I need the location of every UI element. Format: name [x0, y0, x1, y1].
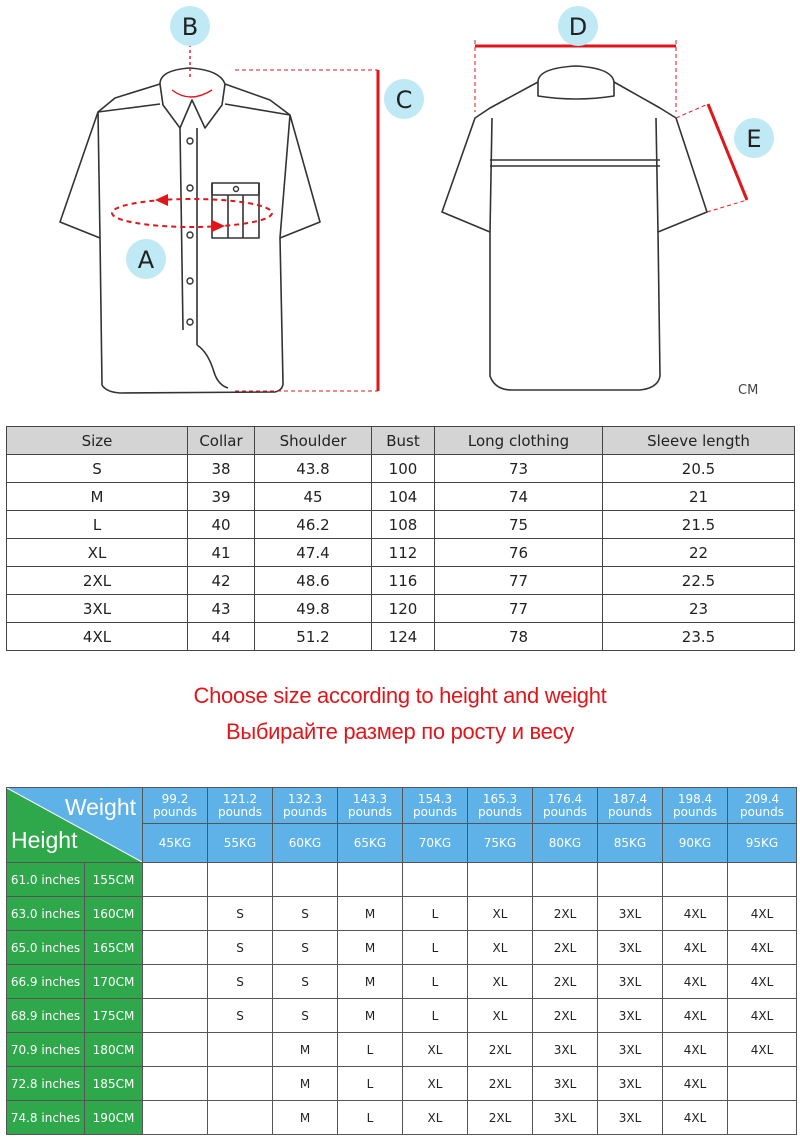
pounds-unit: pounds — [607, 804, 653, 819]
size-cell: XL — [468, 897, 533, 931]
header-collar: Collar — [188, 427, 255, 455]
size-cell: 4XL — [663, 897, 728, 931]
table-cell: 21.5 — [603, 511, 795, 539]
size-cell: 3XL — [533, 1033, 598, 1067]
size-cell: M — [273, 1067, 338, 1101]
label-bubble-d — [558, 6, 598, 46]
table-row — [7, 483, 795, 511]
table-row — [7, 999, 797, 1033]
shirt-back-illustration — [442, 66, 707, 390]
table-cell: 116 — [372, 567, 435, 595]
heading-russian: Выбирайте размер по росту и весу — [226, 719, 574, 744]
size-cell: S — [208, 897, 273, 931]
table-cell: 23 — [603, 595, 795, 623]
table-cell: 21 — [603, 483, 795, 511]
height-cm-cell: 190CM — [85, 1101, 143, 1135]
table-cell: L — [7, 511, 188, 539]
height-inches-cell: 63.0 inches — [7, 897, 85, 931]
pounds-value: 198.4 — [677, 791, 713, 806]
size-cell: 3XL — [598, 999, 663, 1033]
size-cell: L — [403, 999, 468, 1033]
shirt-measurement-diagram — [0, 0, 800, 410]
table-cell: 49.8 — [255, 595, 372, 623]
height-cm-cell: 185CM — [85, 1067, 143, 1101]
size-cell: 4XL — [728, 931, 797, 965]
size-cell: 3XL — [598, 897, 663, 931]
pounds-unit: pounds — [217, 804, 263, 819]
table-row — [7, 965, 797, 999]
height-inches-cell: 65.0 inches — [7, 931, 85, 965]
table-cell: 77 — [435, 567, 603, 595]
size-cell: 3XL — [598, 1101, 663, 1135]
table-cell: 22.5 — [603, 567, 795, 595]
size-cell: XL — [403, 1101, 468, 1135]
table-cell: 43 — [188, 595, 255, 623]
size-cell: 4XL — [663, 1033, 728, 1067]
heading-english: Choose size according to height and weight — [193, 683, 607, 708]
size-cell — [143, 897, 208, 931]
pounds-value: 154.3 — [417, 791, 453, 806]
table-cell: 23.5 — [603, 623, 795, 651]
pounds-unit: pounds — [152, 804, 198, 819]
table-row — [7, 511, 795, 539]
height-cm-cell: 170CM — [85, 965, 143, 999]
size-cell: L — [338, 1067, 403, 1101]
pounds-unit: pounds — [282, 804, 328, 819]
pounds-value: 165.3 — [482, 791, 518, 806]
table-row — [7, 863, 797, 897]
size-cell — [468, 863, 533, 897]
height-cm-cell: 165CM — [85, 931, 143, 965]
label-bubble-e — [734, 118, 774, 158]
size-cell: S — [208, 999, 273, 1033]
kg-header-cell: 45KG — [143, 824, 208, 863]
pounds-value: 143.3 — [352, 791, 388, 806]
pounds-unit: pounds — [477, 804, 523, 819]
height-label: Height — [11, 827, 78, 853]
kg-header-cell: 70KG — [403, 824, 468, 863]
size-cell — [143, 1101, 208, 1135]
size-cell: 2XL — [533, 999, 598, 1033]
kg-header-cell: 95KG — [728, 824, 797, 863]
size-cell: XL — [403, 1033, 468, 1067]
size-cell — [208, 1067, 273, 1101]
height-cm-cell: 155CM — [85, 863, 143, 897]
pounds-header-cell — [468, 788, 533, 824]
table-cell: 4XL — [7, 623, 188, 651]
pounds-value: 99.2 — [161, 791, 189, 806]
height-inches-cell: 61.0 inches — [7, 863, 85, 897]
pounds-value: 176.4 — [547, 791, 583, 806]
kg-header-cell: 80KG — [533, 824, 598, 863]
pounds-header-cell — [403, 788, 468, 824]
pounds-header-cell — [728, 788, 797, 824]
table-cell: 20.5 — [603, 455, 795, 483]
table-cell: 77 — [435, 595, 603, 623]
table-cell: 76 — [435, 539, 603, 567]
svg-text:D: D — [568, 13, 588, 41]
size-cell: 2XL — [533, 965, 598, 999]
pounds-header-cell — [273, 788, 338, 824]
size-cell — [728, 1101, 797, 1135]
size-cell: S — [208, 931, 273, 965]
size-cell: S — [273, 931, 338, 965]
size-cell: 3XL — [533, 1101, 598, 1135]
table-cell: 43.8 — [255, 455, 372, 483]
table-cell: 51.2 — [255, 623, 372, 651]
table-row — [7, 1067, 797, 1101]
size-cell: 2XL — [533, 931, 598, 965]
pounds-header-cell — [598, 788, 663, 824]
table-cell: 124 — [372, 623, 435, 651]
table-row — [7, 539, 795, 567]
height-inches-cell: 70.9 inches — [7, 1033, 85, 1067]
size-cell — [143, 931, 208, 965]
size-cell: L — [403, 897, 468, 931]
size-cell: 4XL — [663, 931, 728, 965]
height-weight-chart — [6, 787, 797, 1135]
table-row — [7, 931, 797, 965]
table-row — [7, 897, 797, 931]
header-shoulder: Shoulder — [255, 427, 372, 455]
table-cell: 41 — [188, 539, 255, 567]
pounds-unit: pounds — [672, 804, 718, 819]
size-cell: 4XL — [728, 965, 797, 999]
size-cell: 4XL — [728, 897, 797, 931]
table-cell: 38 — [188, 455, 255, 483]
size-cell: 2XL — [533, 897, 598, 931]
pounds-value: 121.2 — [222, 791, 258, 806]
svg-text:B: B — [181, 13, 199, 41]
size-cell: 4XL — [728, 1033, 797, 1067]
height-inches-cell: 66.9 inches — [7, 965, 85, 999]
table-cell: 104 — [372, 483, 435, 511]
size-cell: M — [338, 999, 403, 1033]
size-cell — [208, 1033, 273, 1067]
kg-header-cell: 60KG — [273, 824, 338, 863]
size-cell: 2XL — [468, 1033, 533, 1067]
size-cell — [728, 863, 797, 897]
table-cell: 120 — [372, 595, 435, 623]
kg-header-cell: 85KG — [598, 824, 663, 863]
table-cell: 2XL — [7, 567, 188, 595]
table-cell: 74 — [435, 483, 603, 511]
label-bubble-b — [170, 6, 210, 46]
size-cell: 4XL — [663, 1067, 728, 1101]
svg-text:A: A — [137, 246, 155, 274]
size-cell: 4XL — [663, 1101, 728, 1135]
pounds-unit: pounds — [739, 804, 785, 819]
table-cell: 44 — [188, 623, 255, 651]
size-cell: M — [338, 931, 403, 965]
kg-header-cell: 65KG — [338, 824, 403, 863]
size-cell: 4XL — [663, 999, 728, 1033]
table-row — [7, 623, 795, 651]
height-inches-cell: 74.8 inches — [7, 1101, 85, 1135]
table-cell: 73 — [435, 455, 603, 483]
size-cell: 4XL — [728, 999, 797, 1033]
size-measurement-table — [6, 426, 795, 651]
size-cell: 4XL — [663, 965, 728, 999]
size-cell: S — [208, 965, 273, 999]
table-cell: 45 — [255, 483, 372, 511]
pounds-header-row — [7, 788, 797, 824]
size-cell — [143, 999, 208, 1033]
label-bubble-c — [384, 79, 424, 119]
pounds-value: 132.3 — [287, 791, 323, 806]
table-row — [7, 1033, 797, 1067]
size-cell — [728, 1067, 797, 1101]
table-cell: 108 — [372, 511, 435, 539]
table-cell: 46.2 — [255, 511, 372, 539]
size-cell: M — [338, 897, 403, 931]
chart-corner-cell — [7, 788, 143, 863]
size-cell: XL — [468, 965, 533, 999]
size-cell: XL — [468, 931, 533, 965]
height-cm-cell: 175CM — [85, 999, 143, 1033]
size-cell: L — [338, 1101, 403, 1135]
pounds-value: 209.4 — [744, 791, 780, 806]
table-cell: 100 — [372, 455, 435, 483]
table-row — [7, 595, 795, 623]
height-inches-cell: 68.9 inches — [7, 999, 85, 1033]
table-cell: XL — [7, 539, 188, 567]
pounds-header-cell — [338, 788, 403, 824]
size-cell — [208, 863, 273, 897]
size-cell: 3XL — [598, 1067, 663, 1101]
pounds-value: 187.4 — [612, 791, 648, 806]
table-row — [7, 567, 795, 595]
size-cell — [143, 1033, 208, 1067]
table-cell: 42 — [188, 567, 255, 595]
pounds-header-cell — [663, 788, 728, 824]
header-size: Size — [7, 427, 188, 455]
svg-text:E: E — [746, 125, 762, 153]
size-cell: M — [273, 1101, 338, 1135]
size-cell: L — [403, 965, 468, 999]
table-cell: 22 — [603, 539, 795, 567]
table-cell: 39 — [188, 483, 255, 511]
table-cell: 75 — [435, 511, 603, 539]
table-row — [7, 1101, 797, 1135]
table-cell: 3XL — [7, 595, 188, 623]
size-cell: 2XL — [468, 1101, 533, 1135]
size-cell: S — [273, 965, 338, 999]
header-bust: Bust — [372, 427, 435, 455]
shirt-front-illustration — [60, 68, 320, 393]
size-cell — [533, 863, 598, 897]
table-cell: 78 — [435, 623, 603, 651]
sleeve-guide-top — [676, 104, 708, 118]
pounds-unit: pounds — [347, 804, 393, 819]
table-row — [7, 455, 795, 483]
unit-label: CM — [738, 383, 759, 398]
size-cell — [338, 863, 403, 897]
size-cell: 3XL — [598, 965, 663, 999]
size-cell — [208, 1101, 273, 1135]
svg-text:C: C — [395, 86, 413, 114]
size-cell — [663, 863, 728, 897]
size-cell — [143, 965, 208, 999]
size-cell — [273, 863, 338, 897]
size-cell: 2XL — [468, 1067, 533, 1101]
size-cell — [143, 1067, 208, 1101]
header-long-clothing: Long clothing — [435, 427, 603, 455]
size-cell: L — [403, 931, 468, 965]
sleeve-guide-bottom — [707, 200, 747, 212]
pounds-header-cell — [143, 788, 208, 824]
table-cell: S — [7, 455, 188, 483]
size-cell: XL — [403, 1067, 468, 1101]
size-cell: 3XL — [598, 931, 663, 965]
pounds-unit: pounds — [542, 804, 588, 819]
size-cell: 3XL — [598, 1033, 663, 1067]
size-table-header-row — [7, 427, 795, 455]
height-inches-cell: 72.8 inches — [7, 1067, 85, 1101]
kg-header-cell: 90KG — [663, 824, 728, 863]
size-cell — [403, 863, 468, 897]
height-cm-cell: 180CM — [85, 1033, 143, 1067]
pounds-header-cell — [208, 788, 273, 824]
label-bubble-a — [126, 239, 166, 279]
size-cell: 3XL — [533, 1067, 598, 1101]
table-cell: M — [7, 483, 188, 511]
height-cm-cell: 160CM — [85, 897, 143, 931]
kg-header-cell: 75KG — [468, 824, 533, 863]
pounds-header-cell — [533, 788, 598, 824]
size-cell: S — [273, 999, 338, 1033]
table-cell: 112 — [372, 539, 435, 567]
size-cell — [598, 863, 663, 897]
size-cell: XL — [468, 999, 533, 1033]
size-cell: S — [273, 897, 338, 931]
header-sleeve-length: Sleeve length — [603, 427, 795, 455]
table-cell: 47.4 — [255, 539, 372, 567]
kg-header-cell: 55KG — [208, 824, 273, 863]
weight-label: Weight — [64, 794, 136, 820]
size-cell: M — [273, 1033, 338, 1067]
table-cell: 40 — [188, 511, 255, 539]
size-cell: M — [338, 965, 403, 999]
pounds-unit: pounds — [412, 804, 458, 819]
table-cell: 48.6 — [255, 567, 372, 595]
size-cell — [143, 863, 208, 897]
size-cell: L — [338, 1033, 403, 1067]
